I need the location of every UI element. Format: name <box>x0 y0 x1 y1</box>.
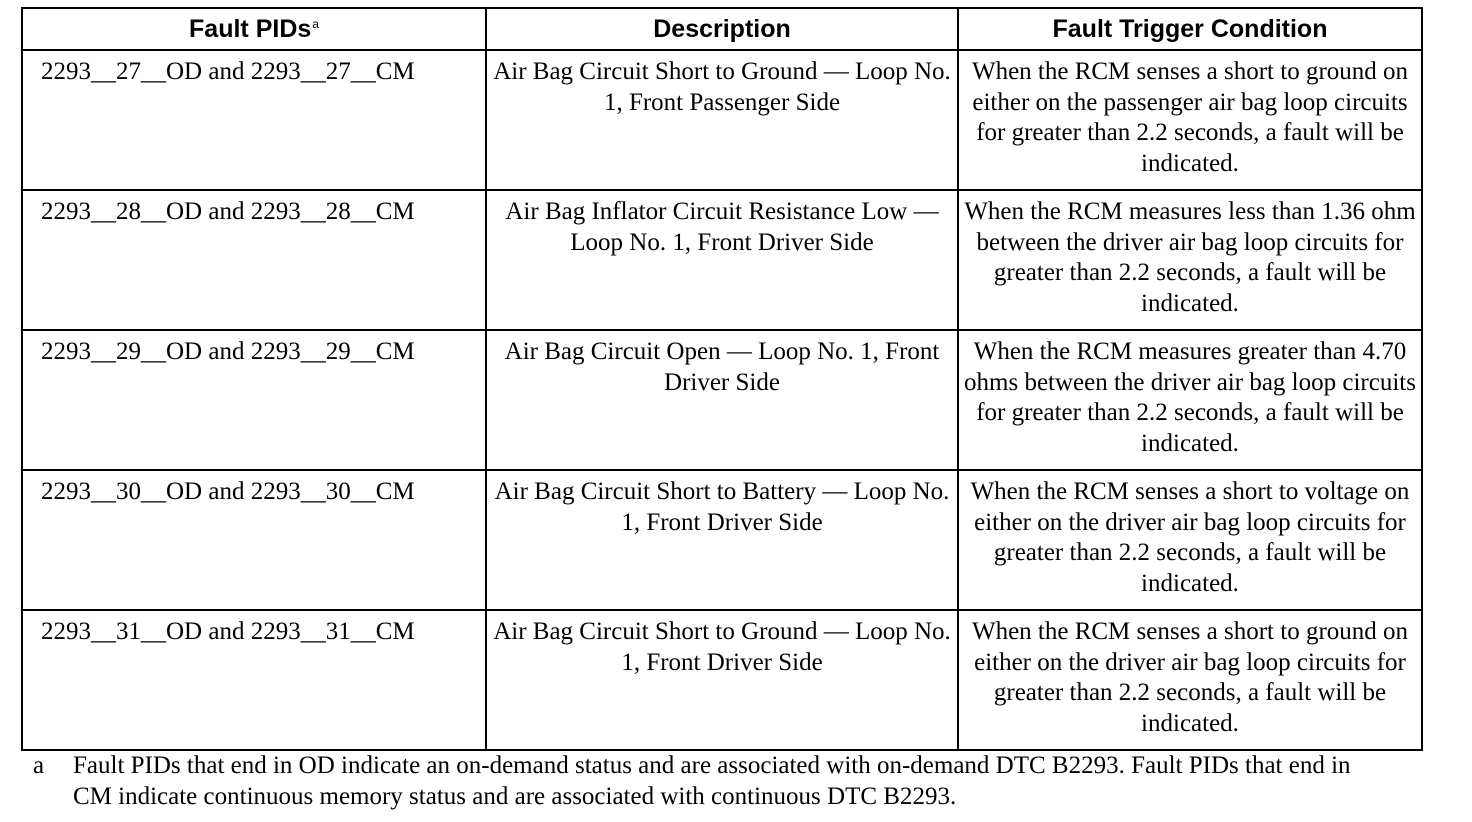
trigger-condition-cell: When the RCM senses a short to voltage on either on the driver air bag loop circuits for greater than 2.2 seconds, a fault will be indicated. <box>958 470 1422 610</box>
description-cell: Air Bag Circuit Short to Ground — Loop No. 1, Front Passenger Side <box>486 50 958 190</box>
fault-pid-cell: 2293__29__OD and 2293__29__CM <box>22 330 486 470</box>
table-row <box>22 470 1422 610</box>
fault-pid-cell: 2293__28__OD and 2293__28__CM <box>22 190 486 330</box>
table-row <box>22 330 1422 470</box>
header-fault-pids <box>22 8 486 50</box>
table-footnote <box>33 750 1393 812</box>
footnote-reference-marker: a <box>312 16 319 31</box>
header-trigger-condition: Fault Trigger Condition <box>958 8 1422 50</box>
footnote-marker: a <box>33 752 45 779</box>
fault-pid-cell: 2293__30__OD and 2293__30__CM <box>22 470 486 610</box>
trigger-condition-cell: When the RCM measures greater than 4.70 ohms between the driver air bag loop circuits for greater than 2.2 seconds, a fault will be indicated. <box>958 330 1422 470</box>
footnote-text: Fault PIDs that end in OD indicate an on-demand status and are associated with on-demand DTC B2293. Fault PIDs that end in CM indicate continuous memory status and are associated with continuous DTC B2293. <box>73 752 1351 810</box>
table-row <box>22 50 1422 190</box>
fault-pid-table <box>21 7 1423 751</box>
table-header-row <box>22 8 1422 50</box>
table-row <box>22 190 1422 330</box>
trigger-condition-cell: When the RCM measures less than 1.36 ohm between the driver air bag loop circuits for greater than 2.2 seconds, a fault will be indicated. <box>958 190 1422 330</box>
description-cell: Air Bag Circuit Short to Ground — Loop No. 1, Front Driver Side <box>486 610 958 750</box>
fault-pid-cell: 2293__27__OD and 2293__27__CM <box>22 50 486 190</box>
header-description: Description <box>486 8 958 50</box>
trigger-condition-cell: When the RCM senses a short to ground on either on the driver air bag loop circuits for greater than 2.2 seconds, a fault will be indicated. <box>958 610 1422 750</box>
description-cell: Air Bag Circuit Open — Loop No. 1, Front Driver Side <box>486 330 958 470</box>
table-row <box>22 610 1422 750</box>
fault-pid-cell: 2293__31__OD and 2293__31__CM <box>22 610 486 750</box>
description-cell: Air Bag Inflator Circuit Resistance Low — Loop No. 1, Front Driver Side <box>486 190 958 330</box>
trigger-condition-cell: When the RCM senses a short to ground on either on the passenger air bag loop circuits for greater than 2.2 seconds, a fault will be indicated. <box>958 50 1422 190</box>
description-cell: Air Bag Circuit Short to Battery — Loop No. 1, Front Driver Side <box>486 470 958 610</box>
header-fault-pids-label: Fault PIDs <box>189 14 312 43</box>
